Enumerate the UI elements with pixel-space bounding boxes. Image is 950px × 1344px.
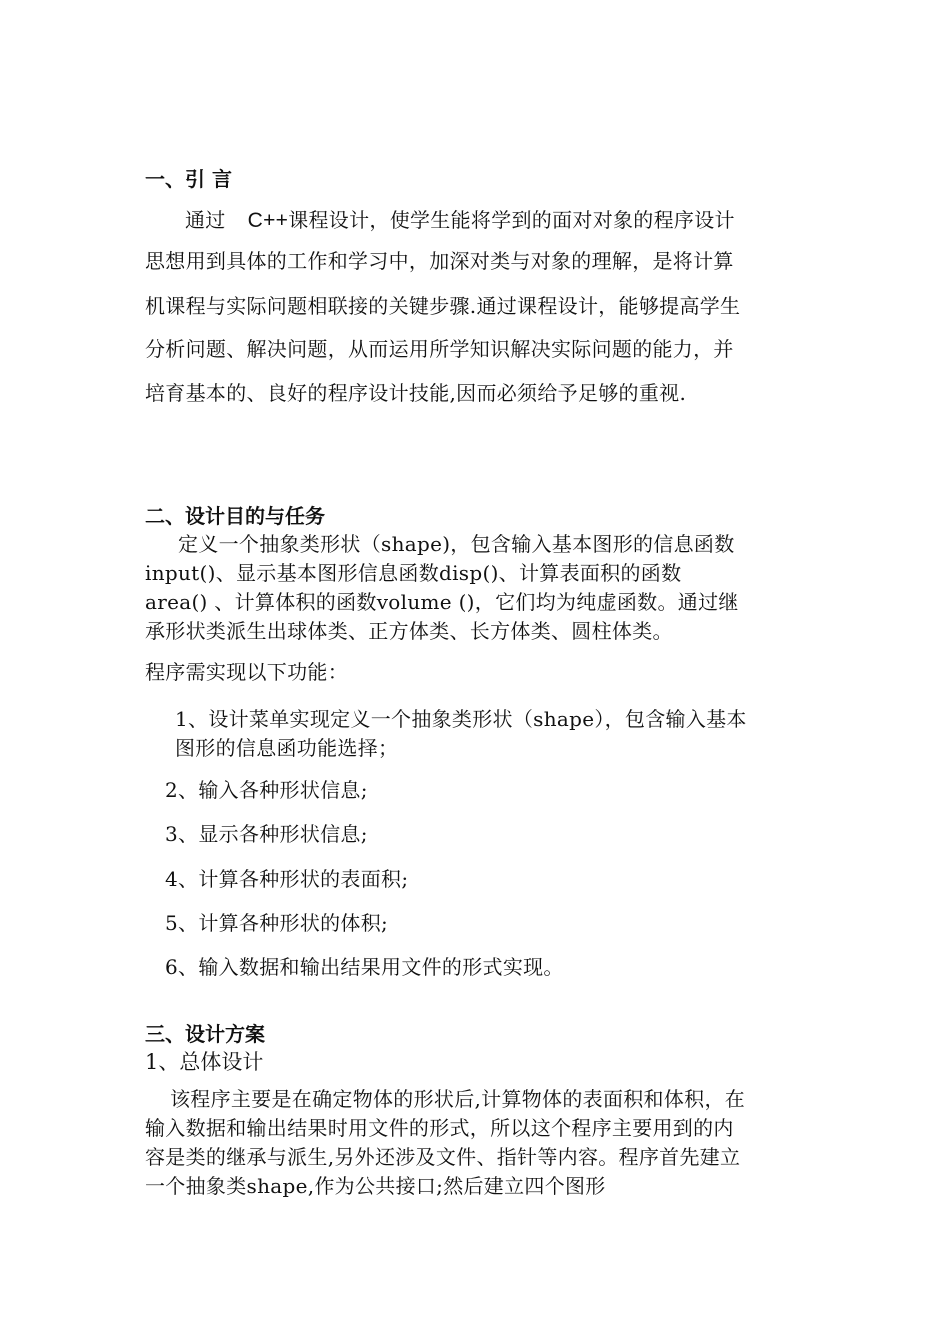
paragraph-line: 该程序主要是在确定物体的形状后,计算物体的表面积和体积，在: [170, 1087, 746, 1111]
function-item: 4、计算各种形状的表面积;: [165, 867, 409, 891]
function-item: 6、输入数据和输出结果用文件的形式实现。: [165, 955, 564, 979]
subsection-heading: 1、总体设计: [145, 1050, 264, 1074]
paragraph-line: 定义一个抽象类形状（shape)，包含输入基本图形的信息函数: [178, 532, 735, 556]
section-heading-goals: 二、设计目的与任务: [145, 504, 325, 528]
function-item: 5、计算各种形状的体积;: [165, 911, 389, 935]
paragraph-line: input()、显示基本图形信息函数disp()、计算表面积的函数: [145, 561, 682, 585]
paragraph-text: 课程设计，使学生能将学到的面对对象的程序设计: [288, 208, 735, 232]
paragraph-line: 一个抽象类shape,作为公共接口;然后建立四个图形: [145, 1174, 606, 1198]
function-item: 3、显示各种形状信息;: [165, 822, 368, 846]
paragraph-indent-text: 通过: [185, 208, 226, 232]
function-item: 2、输入各种形状信息;: [165, 778, 368, 802]
function-item-continuation: 图形的信息函功能选择；: [175, 736, 399, 760]
paragraph-line: [185, 204, 735, 233]
paragraph-line: 输入数据和输出结果时用文件的形式，所以这个程序主要用到的内: [145, 1116, 734, 1140]
paragraph-line: 机课程与实际问题相联接的关键步骤.通过课程设计，能够提高学生: [145, 294, 741, 318]
function-item: 1、设计菜单实现定义一个抽象类形状（shape），包含输入基本: [175, 707, 747, 731]
paragraph-line: 分析问题、解决问题，从而运用所学知识解决实际问题的能力，并: [145, 337, 734, 361]
section-heading-design: 三、设计方案: [145, 1022, 265, 1046]
cpp-text: C++: [247, 209, 289, 232]
requirement-intro: 程序需实现以下功能：: [145, 660, 348, 684]
paragraph-line: 思想用到具体的工作和学习中，加深对类与对象的理解，是将计算: [145, 249, 734, 273]
section-heading-introduction: 一、引 言: [145, 167, 232, 191]
paragraph-line: area() 、计算体积的函数volume ()，它们均为纯虚函数。通过继: [145, 590, 739, 614]
paragraph-line: 容是类的继承与派生,另外还涉及文件、指针等内容。程序首先建立: [145, 1145, 741, 1169]
paragraph-line: 承形状类派生出球体类、正方体类、长方体类、圆柱体类。: [145, 619, 673, 643]
paragraph-line: 培育基本的、良好的程序设计技能,因而必须给予足够的重视.: [145, 381, 687, 405]
